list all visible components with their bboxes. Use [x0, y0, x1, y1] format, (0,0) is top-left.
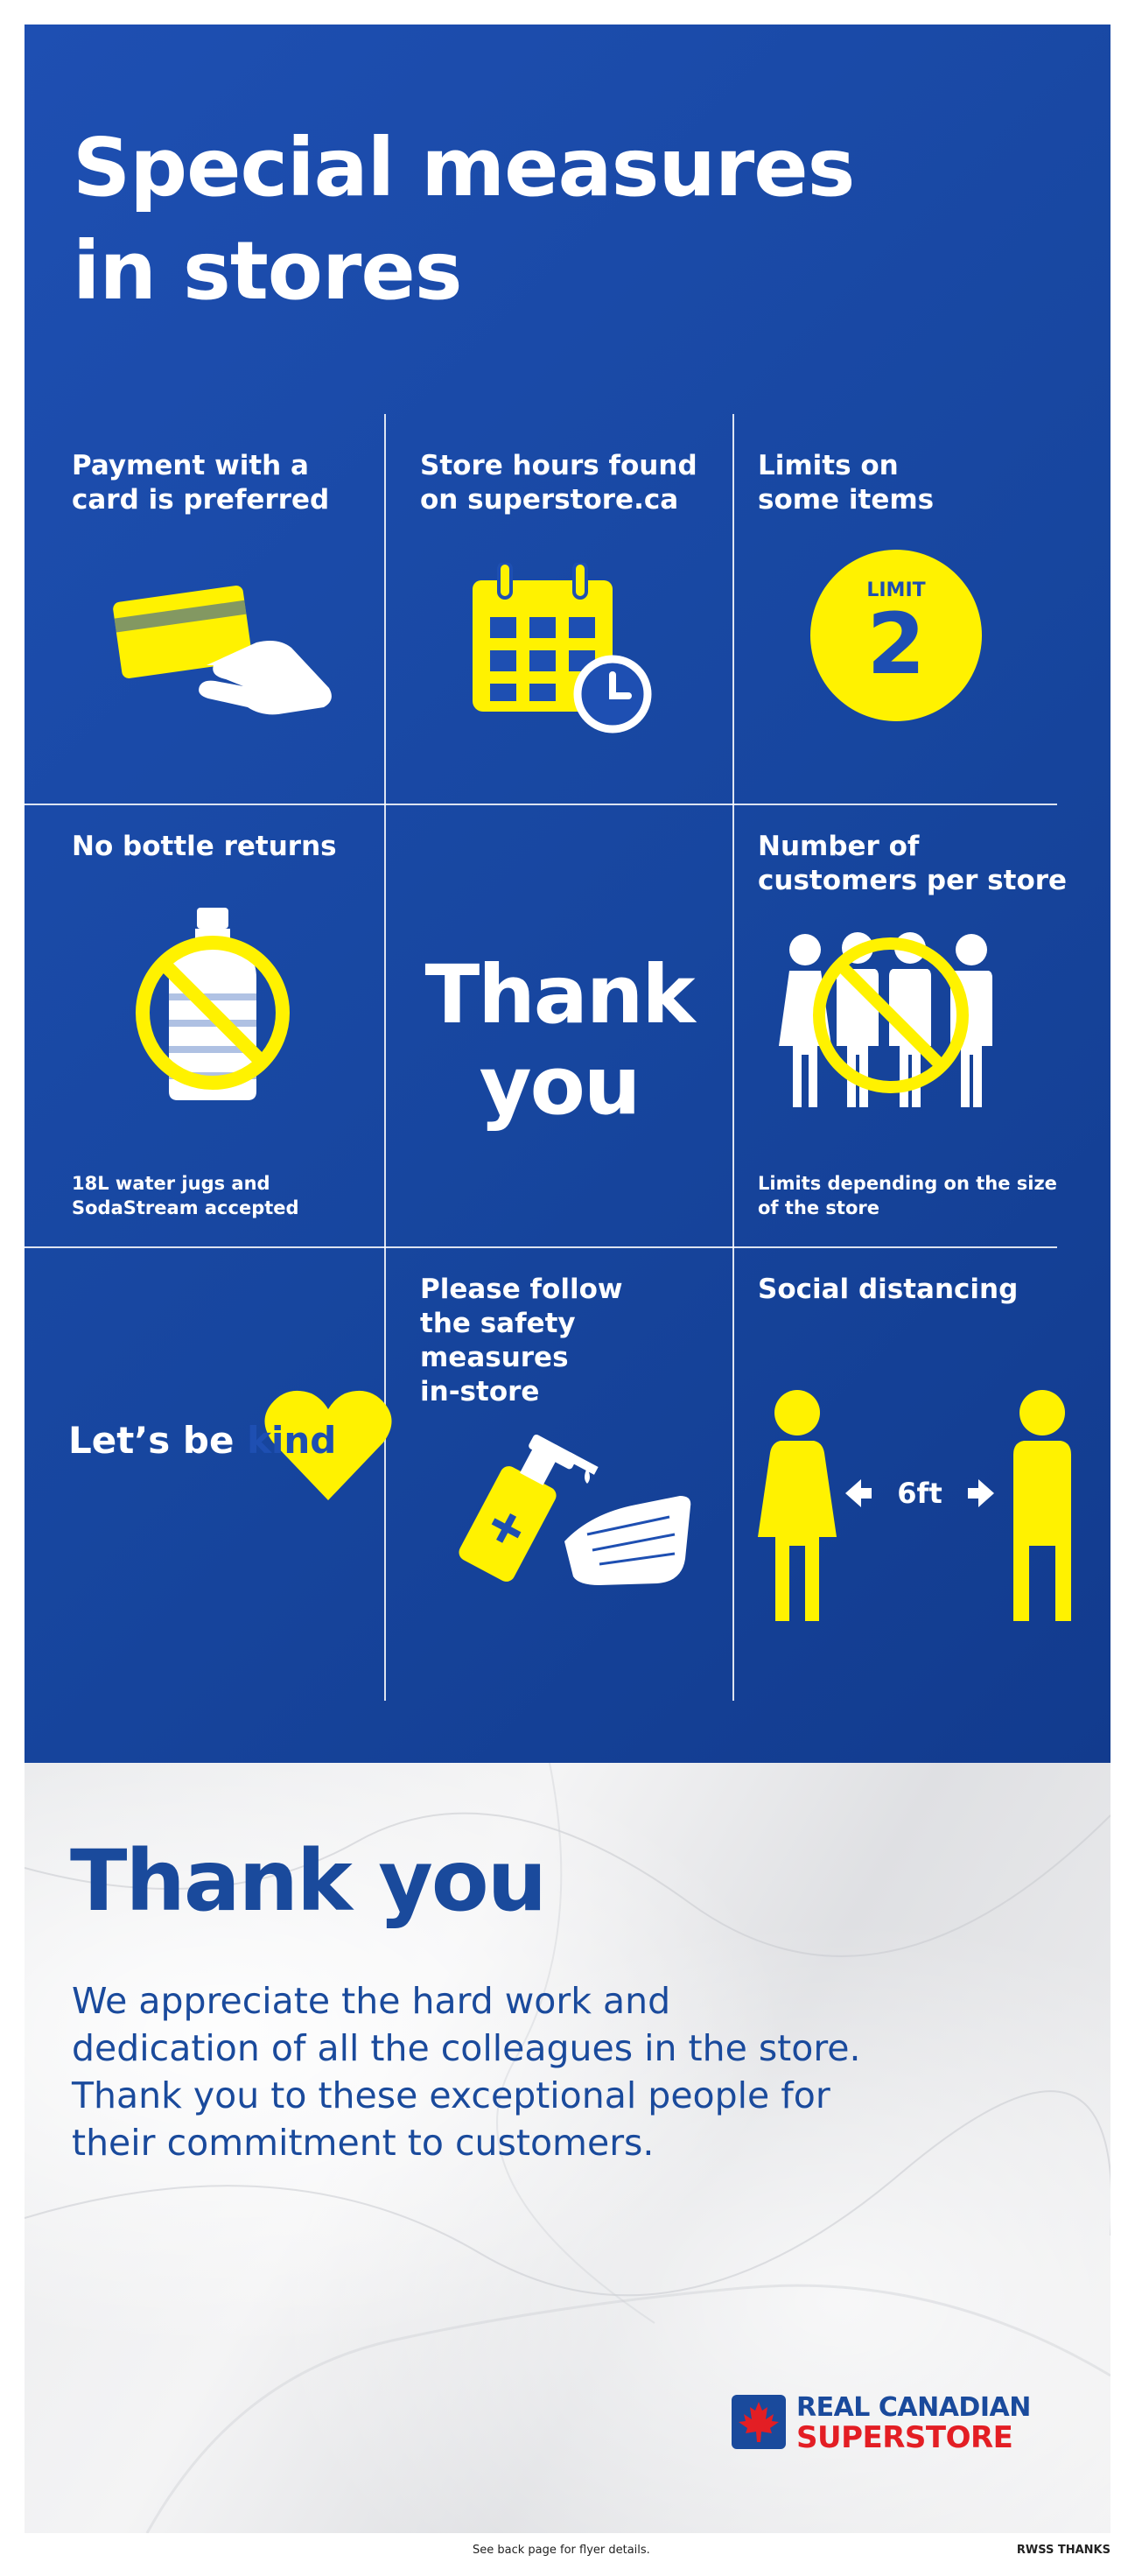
limit-badge-number: 2 [866, 595, 926, 693]
thank-you-message: We appreciate the hard work and dedication of all the colleagues in the store. Thank you to these exceptional people for their commitment to customers. [72, 1980, 861, 2164]
page-title-line-1: Special measures [73, 121, 855, 214]
logo-line-1: REAL CANADIAN [796, 2392, 1031, 2423]
cell-limits [733, 414, 1110, 804]
social-distancing-icon [758, 1388, 1082, 1625]
cell-payment [25, 414, 383, 804]
no-crowd-icon [777, 932, 1005, 1116]
cell-title: Limits on some items [758, 450, 935, 516]
cell-title: Number of customers per store [758, 831, 1068, 896]
thank-you-title: Thank you [70, 1832, 546, 1930]
limit-badge-icon [810, 550, 982, 721]
cell-store-hours [385, 414, 732, 804]
cell-caption: Limits depending on the size of the store [758, 1173, 1057, 1218]
cell-title: Store hours found on superstore.ca [420, 450, 697, 516]
cell-safety-measures [385, 1248, 732, 1703]
logo-line-2: SUPERSTORE [796, 2420, 1013, 2455]
cell-title: Please follow the safety measures in-store [420, 1274, 623, 1407]
thank-you-text: Thank you [424, 948, 694, 1133]
page-title-line-2: in stores [73, 224, 462, 318]
maple-leaf-icon [732, 2395, 786, 2449]
cell-customers-per-store [733, 805, 1110, 1246]
cell-social-distancing [733, 1248, 1110, 1703]
measures-panel [25, 25, 1110, 1763]
kind-highlight: kind [247, 1419, 337, 1462]
credit-card-hand-icon [103, 567, 340, 725]
footer-note: See back page for flyer details. [473, 2544, 650, 2557]
cell-title: Social distancing [758, 1274, 1019, 1305]
calendar-clock-icon [464, 563, 674, 738]
distance-label: 6ft [897, 1477, 942, 1510]
thank-you-section [25, 1763, 1110, 2533]
limit-badge-word: LIMIT [866, 579, 926, 601]
page-title [73, 116, 1035, 323]
cell-title: Payment with a card is preferred [72, 450, 330, 516]
store-logo [732, 2393, 1082, 2454]
cell-lets-be-kind [25, 1248, 383, 1703]
footer-code: RWSS THANKS [1016, 2544, 1110, 2557]
cell-thank-you [385, 805, 732, 1246]
cell-title: No bottle returns [72, 831, 337, 862]
logo-flag [732, 2395, 786, 2449]
no-bottle-icon [125, 897, 300, 1107]
cell-no-bottle-returns [25, 805, 383, 1246]
lets-be-kind-text [68, 1419, 336, 1463]
kind-prefix: Let’s be [68, 1419, 248, 1462]
hand-sanitizer-icon [433, 1410, 696, 1594]
cell-caption: 18L water jugs and SodaStream accepted [72, 1173, 299, 1218]
